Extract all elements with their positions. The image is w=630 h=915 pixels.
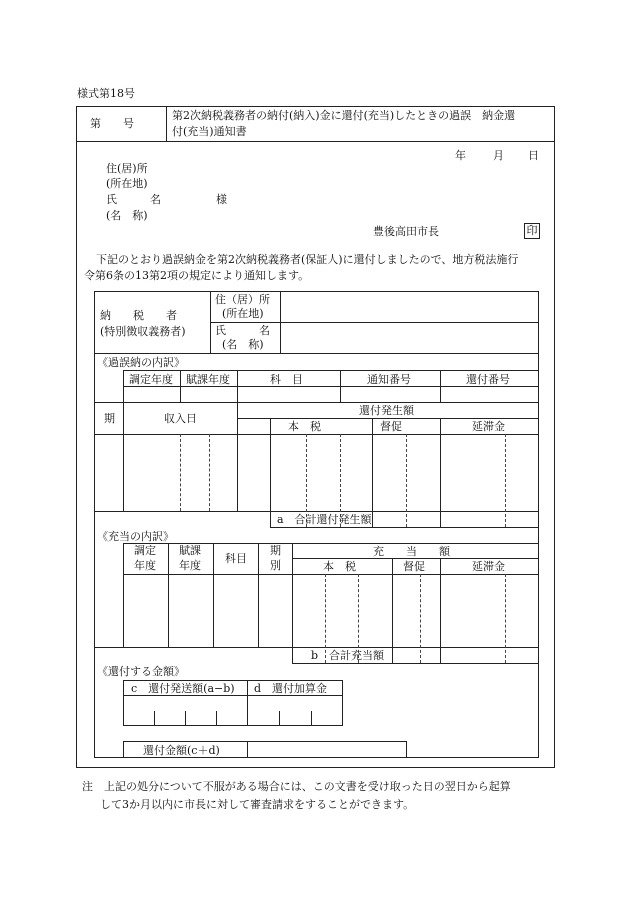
header-divider [166,106,167,142]
col-subject: 科 目 [270,373,303,386]
addressee-location-label: (所在地) [106,177,148,190]
document-title-line1: 第2次納税義務者の納付(納入)金に還付(充当)したときの過誤 納金還 [172,109,516,122]
total-refund-label: a 合計還付発生額 [277,513,372,526]
taxpayer-label-special: (特別徴収義務者) [100,325,186,338]
col-assess-2: 年度 [134,559,156,572]
col-principal-app: 本 税 [323,560,356,573]
overpayment-section-title: 《過誤納の内訳》 [97,356,185,369]
addressee-name-alt-label: (名 称) [106,209,148,222]
col-subject-app: 科目 [225,552,247,565]
addressee-address-label: 住(居)所 [106,162,148,175]
taxpayer-location-label: (所在地) [222,307,264,320]
note-line1: 注 上記の処分について不服がある場合には、この文書を受け取った日の翌日から起算 [82,780,511,793]
col-assess-year: 調定年度 [129,373,173,386]
col-demand-fee: 督促 [380,420,402,433]
issuer-title: 豊後高田市長 [373,225,439,238]
date-year: 年 [455,149,466,162]
col-levy-2: 年度 [179,559,201,572]
col-assess-1: 調定 [134,544,156,557]
col-levy-year: 賦課年度 [186,373,230,386]
document-number-label: 第 号 [90,117,134,130]
col-notice-number: 通知番号 [367,373,411,386]
body-text-line2: 令第6条の13第2項の規定により通知します。 [84,269,310,282]
col-period-2: 別 [270,559,281,572]
col-delinquency-app: 延滞金 [472,560,505,573]
col-levy-1: 賦課 [179,544,201,557]
seal-mark: 印 [524,223,540,239]
taxpayer-address-label: 住（居）所 [215,293,270,306]
body-text-line1: 下記のとおり過誤納金を第2次納税義務者(保証人)に還付しましたので、地方税法施行 [96,253,519,266]
date-day: 日 [528,149,539,162]
date-month: 月 [493,149,504,162]
form-number: 様式第18号 [77,87,135,100]
col-appropriation-amount: 充 当 額 [373,545,450,558]
col-refund-amount: 還付発生額 [359,404,414,417]
refund-total-label: 還付金額(c＋d) [143,744,220,757]
document-title-line2: 付(充当)通知書 [172,125,247,138]
taxpayer-name-label: 氏 名 [215,324,270,337]
col-period-1: 期 [270,544,281,557]
col-principal-tax: 本 税 [288,420,321,433]
note-line2: して3か月以内に市長に対して審査請求をすることができます。 [100,798,415,811]
appropriation-section-title: 《充当の内訳》 [97,530,174,543]
col-demand-app: 督促 [403,560,425,573]
taxpayer-name-alt-label: (名 称) [222,338,264,351]
taxpayer-label: 納 税 者 [100,309,177,322]
refund-sent-label: c 還付発送額(a−b) [131,682,235,695]
refund-section-title: 《還付する金額》 [97,665,185,678]
col-receipt-date: 収入日 [164,412,197,425]
refund-interest-label: d 還付加算金 [254,682,328,695]
col-refund-number: 還付番号 [466,373,510,386]
col-delinquency-charge: 延滞金 [472,420,505,433]
total-appropriation-label: b 合計充当額 [311,649,385,662]
addressee-name-label: 氏 名 様 [106,193,227,206]
col-period: 期 [104,412,115,425]
